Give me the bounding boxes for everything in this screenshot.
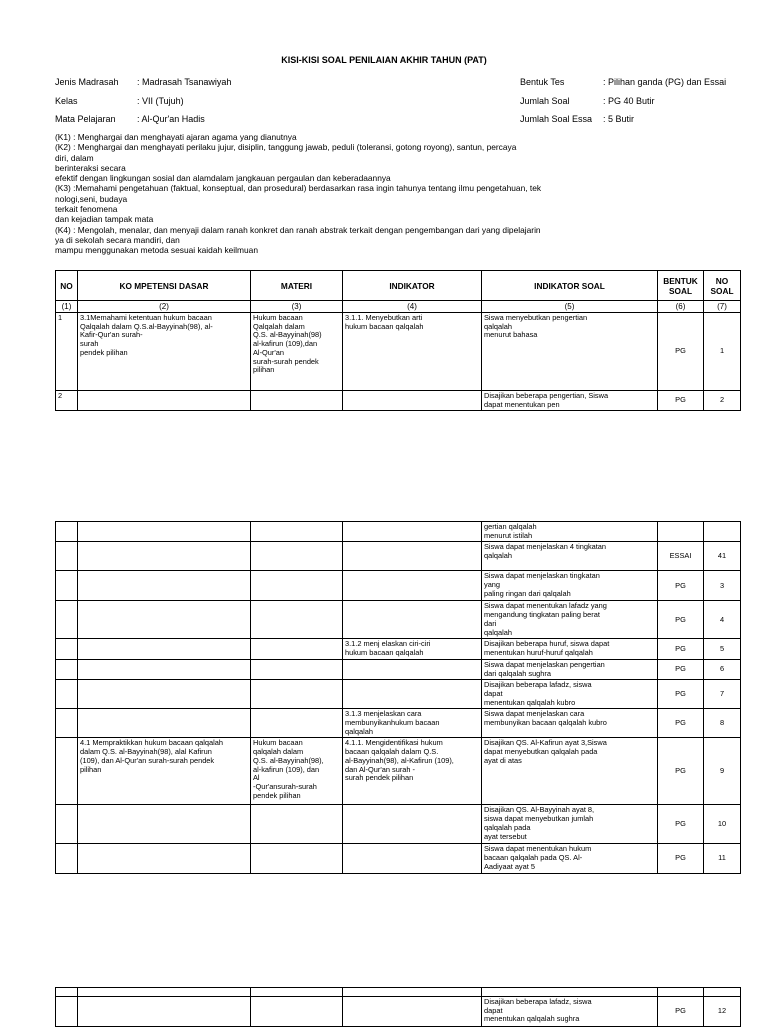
cell-line: Siswa dapat menjelaskan pengertian (484, 659, 605, 669)
cell-line: bacaan qalqalah pada QS. Al- (484, 853, 583, 863)
table-row (56, 997, 741, 1027)
cell-kompetensi-dasar (78, 659, 251, 679)
meta-value: : VII (Tujuh) (137, 96, 184, 106)
cell-line: Qalqalah dalam (253, 321, 305, 331)
cell-line: surah-surah pendek (253, 356, 319, 366)
cell-line: dapat menyebutkan qalqalah pada (484, 747, 598, 757)
cell-no-soal: 41 (704, 542, 741, 571)
cell-line: menurut istilah (484, 530, 533, 540)
cell-bentuk-soal: PG (658, 805, 704, 844)
document-title: KISI-KISI SOAL PENILAIAN AKHIR TAHUN (PAT) (281, 55, 487, 65)
cell-materi (251, 639, 343, 659)
cell-no (56, 522, 78, 542)
ki-line: mampu menggunakan metoda sesuai kaidah keilmuan (55, 245, 258, 256)
cell-indikator (343, 709, 482, 738)
column-number: (3) (251, 301, 343, 313)
cell-no (56, 659, 78, 679)
cell-no-soal: 9 (704, 738, 741, 805)
cell-indikator (343, 997, 482, 1027)
cell-line: dapat menentukan pen (484, 399, 560, 409)
cell-no-soal: 12 (704, 997, 741, 1027)
table-row (56, 738, 741, 805)
ki-line: dan kejadian tampak mata (55, 214, 154, 225)
cell-materi (251, 805, 343, 844)
cell-line: Disajikan beberapa pengertian, Siswa (484, 391, 609, 400)
cell-line: (109), dan Al-Qur'an surah-surah pendek (80, 755, 215, 765)
meta-value: : Madrasah Tsanawiyah (137, 77, 232, 87)
cell-indikator-soal (482, 601, 658, 639)
cell-kompetensi-dasar (78, 997, 251, 1027)
cell-no (56, 738, 78, 805)
ki-line: efektif dengan lingkungan sosial dan alamdalam jangkauan pergaulan dan keberadaannya (55, 173, 391, 184)
cell-indikator-soal (482, 988, 658, 997)
column-number: (1) (56, 301, 78, 313)
ki-line: ya di sekolah secara mandiri, dan (55, 234, 180, 245)
cell-indikator-soal (482, 844, 658, 873)
cell-indikator-soal (482, 542, 658, 571)
cell-materi (251, 680, 343, 709)
cell-no-soal: 6 (704, 659, 741, 679)
cell-line: Q.S. al-Bayyinah(98), (253, 755, 324, 765)
cell-line: qalqalah (484, 627, 512, 637)
cell-no (56, 542, 78, 571)
cell-line: pendek pilihan (80, 347, 128, 357)
cell-no-soal: 2 (704, 391, 741, 411)
cell-line: dan Al-Qur'an surah - (345, 764, 416, 774)
cell-indikator-soal (482, 639, 658, 659)
cell-materi (251, 988, 343, 997)
cell-no-soal: 11 (704, 844, 741, 873)
cell-line: Disajikan QS. Al-Bayyinah ayat 8, (484, 805, 595, 815)
cell-kompetensi-dasar (78, 738, 251, 805)
cell-line: Siswa dapat menjelaskan cara (484, 709, 585, 719)
cell-line: Kafir-Qur'an surah- (80, 330, 143, 340)
cell-no-soal (704, 988, 741, 997)
cell-line: surah pendek pilihan (345, 773, 414, 783)
cell-bentuk-soal: PG (658, 997, 704, 1027)
cell-indikator-soal (482, 738, 658, 805)
cell-line: Siswa dapat menjelaskan tingkatan (484, 571, 600, 581)
ki-line: berinteraksi secara (55, 162, 126, 173)
cell-line: mengandung tingkatan paling berat (484, 610, 600, 620)
header-indikator-soal: INDIKATOR SOAL (482, 271, 658, 301)
table-row (56, 988, 741, 997)
cell-indikator (343, 639, 482, 659)
cell-bentuk-soal: PG (658, 680, 704, 709)
cell-bentuk-soal: PG (658, 844, 704, 873)
column-number: (2) (78, 301, 251, 313)
cell-materi (251, 844, 343, 873)
cell-materi (251, 542, 343, 571)
cell-indikator (343, 391, 482, 411)
cell-line: Siswa menyebutkan pengertian (484, 313, 588, 322)
cell-kompetensi-dasar (78, 988, 251, 997)
cell-no-soal: 7 (704, 680, 741, 709)
cell-bentuk-soal: PG (658, 391, 704, 411)
cell-line: siswa dapat menyebutkan jumlah (484, 814, 594, 824)
cell-line: al-kafirun (109),dan (253, 339, 318, 349)
cell-bentuk-soal: PG (658, 659, 704, 679)
cell-indikator-soal (482, 313, 658, 391)
cell-no-soal: 10 (704, 805, 741, 844)
cell-line: pilihan (80, 764, 102, 774)
cell-line: menurut bahasa (484, 330, 538, 340)
cell-line: Q.S. al-Bayyinah(98) (253, 330, 322, 340)
table-row (56, 522, 741, 542)
cell-materi (251, 601, 343, 639)
cell-line: al-Bayyinah(98), al-Kafirun (109), (345, 755, 454, 765)
cell-materi (251, 659, 343, 679)
cell-kompetensi-dasar (78, 522, 251, 542)
cell-kompetensi-dasar (78, 313, 251, 391)
kompetensi-inti (55, 132, 595, 256)
ki-line: nologi,seni, budaya (55, 193, 128, 204)
meta-label: Kelas (55, 96, 78, 106)
cell-line: Al (253, 773, 260, 783)
cell-no (56, 639, 78, 659)
cell-line: ayat di atas (484, 755, 522, 765)
header-materi: MATERI (251, 271, 343, 301)
cell-line: Disajikan beberapa lafadz, siswa (484, 997, 592, 1006)
cell-kompetensi-dasar (78, 680, 251, 709)
ki-line: (K4) : Mengolah, menalar, dan menyaji dalam ranah konkret dan ranah abstrak terkait dengan pengembangan dari yang dipelajarin (55, 224, 541, 235)
cell-line: al-kafirun (109), dan (253, 764, 320, 774)
cell-indikator (343, 601, 482, 639)
cell-line: membunyikan bacaan qalqalah kubro (484, 718, 607, 728)
table-row (56, 601, 741, 639)
header-kompetensi-dasar: KO MPETENSI DASAR (78, 271, 251, 301)
cell-bentuk-soal: PG (658, 738, 704, 805)
meta-label: Jenis Madrasah (55, 77, 119, 87)
meta-value: : PG 40 Butir (603, 96, 655, 106)
cell-line: qalqalah (484, 321, 512, 331)
table-row (56, 313, 741, 391)
cell-bentuk-soal: PG (658, 571, 704, 601)
cell-indikator (343, 738, 482, 805)
cell-line: menentukan huruf-huruf qalqalah (484, 648, 593, 658)
cell-indikator (343, 542, 482, 571)
cell-materi (251, 709, 343, 738)
cell-no-soal (704, 522, 741, 542)
cell-indikator-soal (482, 805, 658, 844)
meta-label: Jumlah Soal (520, 96, 570, 106)
cell-line: 4.1.1. Mengidentifikasi hukum (345, 738, 443, 748)
cell-indikator-soal (482, 659, 658, 679)
cell-no-soal: 1 (704, 313, 741, 391)
meta-label: Mata Pelajaran (55, 114, 116, 124)
column-number: (4) (343, 301, 482, 313)
cell-bentuk-soal: PG (658, 313, 704, 391)
cell-no (56, 680, 78, 709)
cell-line: Disajikan QS. Al-Kafirun ayat 3,Siswa (484, 738, 607, 748)
ki-line: diri, dalam (55, 152, 94, 163)
cell-materi (251, 997, 343, 1027)
cell-no (56, 709, 78, 738)
meta-label: Jumlah Soal Essa (520, 114, 593, 124)
cell-kompetensi-dasar (78, 571, 251, 601)
table-row (56, 844, 741, 873)
cell-indikator (343, 805, 482, 844)
kisi-table-page1 (55, 270, 741, 411)
kisi-table-page2 (55, 521, 741, 874)
header-no: NO (56, 271, 78, 301)
cell-no-soal: 3 (704, 571, 741, 601)
cell-line: Siswa dapat menentukan hukum (484, 844, 592, 854)
kisi-table-page3 (55, 987, 741, 1027)
cell-bentuk-soal (658, 988, 704, 997)
table-row (56, 571, 741, 601)
cell-line: 3.1Memahami ketentuan hukum bacaan (80, 313, 212, 322)
cell-line: Aadiyaat ayat 5 (484, 861, 535, 871)
cell-no (56, 997, 78, 1027)
cell-no-soal: 4 (704, 601, 741, 639)
cell-line: paling ringan dari qalqalah (484, 588, 571, 598)
cell-line: pendek pilihan (253, 790, 301, 800)
cell-line: menentukan qalqalah sughra (484, 1014, 580, 1024)
cell-line: Hukum bacaan (253, 738, 303, 748)
cell-line: Al-Qur'an (253, 347, 284, 357)
cell-line: 4.1 Mempraktikkan hukum bacaan qalqalah (80, 738, 223, 748)
table-row (56, 709, 741, 738)
header-no-soal: NO SOAL (704, 271, 741, 301)
cell-line: qalqalah (484, 551, 512, 561)
table-row (56, 659, 741, 679)
cell-materi (251, 522, 343, 542)
cell-line: Hukum bacaan (253, 313, 303, 322)
cell-line: yang (484, 580, 501, 590)
cell-line: dari qalqalah sughra (484, 668, 551, 678)
cell-line: dalam Q.S. al-Bayyinah(98), alal Kafirun (80, 747, 212, 757)
cell-line: bacaan qalqalah dalam Q.S. (345, 747, 439, 757)
table-row (56, 391, 741, 411)
cell-indikator-soal (482, 709, 658, 738)
cell-line: Siswa dapat menjelaskan 4 tingkatan (484, 542, 607, 552)
cell-line: membunyikanhukum bacaan (345, 718, 440, 728)
cell-kompetensi-dasar (78, 542, 251, 571)
cell-line: qalqalah (345, 726, 373, 736)
ki-line: terkait fenomena (55, 204, 118, 215)
column-number: (6) (658, 301, 704, 313)
cell-materi (251, 738, 343, 805)
cell-bentuk-soal: PG (658, 709, 704, 738)
cell-line: qalqalah dalam (253, 747, 304, 757)
cell-no (56, 601, 78, 639)
cell-line: hukum bacaan qalqalah (345, 321, 424, 331)
cell-kompetensi-dasar (78, 844, 251, 873)
cell-kompetensi-dasar (78, 391, 251, 411)
header-indikator: INDIKATOR (343, 271, 482, 301)
table-row (56, 542, 741, 571)
cell-indikator (343, 571, 482, 601)
cell-indikator (343, 988, 482, 997)
cell-kompetensi-dasar (78, 709, 251, 738)
column-number: (5) (482, 301, 658, 313)
meta-value: : Pilihan ganda (PG) dan Essai (603, 77, 727, 87)
cell-indikator-soal (482, 571, 658, 601)
cell-line: -Qur'ansurah-surah (253, 781, 317, 791)
meta-label: Bentuk Tes (520, 77, 565, 87)
cell-line: Disajikan beberapa huruf, siswa dapat (484, 639, 610, 649)
cell-indikator (343, 313, 482, 391)
cell-line: surah (80, 339, 99, 349)
cell-kompetensi-dasar (78, 805, 251, 844)
cell-no (56, 844, 78, 873)
cell-no (56, 571, 78, 601)
cell-bentuk-soal (658, 522, 704, 542)
cell-bentuk-soal: ESSAI (658, 542, 704, 571)
cell-line: dapat (484, 1005, 503, 1015)
cell-indikator-soal (482, 997, 658, 1027)
cell-indikator (343, 659, 482, 679)
cell-no (56, 805, 78, 844)
table-row (56, 680, 741, 709)
cell-line: Siswa dapat menentukan lafadz yang (484, 601, 607, 611)
meta-value: : 5 Butir (603, 114, 635, 124)
cell-line: hukum bacaan qalqalah (345, 648, 424, 658)
table-row (56, 639, 741, 659)
cell-materi (251, 313, 343, 391)
cell-line: 3.1.3 menjelaskan cara (345, 709, 422, 719)
cell-line: gertian qalqalah (484, 522, 537, 531)
cell-bentuk-soal: PG (658, 639, 704, 659)
cell-line: qalqalah pada (484, 822, 531, 832)
cell-no: 1 (56, 313, 78, 391)
cell-line: pilihan (253, 365, 275, 375)
cell-line: 3.1.2 menj elaskan ciri-ciri (345, 639, 431, 649)
cell-indikator (343, 522, 482, 542)
cell-no (56, 988, 78, 997)
cell-line: Qalqalah dalam Q.S.al-Bayyinah(98), al- (80, 321, 213, 331)
cell-indikator-soal (482, 680, 658, 709)
cell-no-soal: 5 (704, 639, 741, 659)
ki-line: (K2) : Menghargai dan menghayati perilaku jujur, disiplin, tanggung jawab, peduli (toleransi, gotong royong), santun, percaya (55, 142, 517, 153)
cell-kompetensi-dasar (78, 601, 251, 639)
ki-line: (K3) :Memahami pengetahuan (faktual, konseptual, dan prosedural) berdasarkan rasa ingin tahunya tentang ilmu pengetahuan, tek (55, 183, 542, 194)
cell-bentuk-soal: PG (658, 601, 704, 639)
cell-indikator (343, 680, 482, 709)
ki-line: (K1) : Menghargai dan menghayati ajaran agama yang dianutnya (55, 132, 297, 142)
cell-indikator-soal (482, 522, 658, 542)
column-number: (7) (704, 301, 741, 313)
cell-line: 3.1.1. Menyebutkan arti (345, 313, 423, 322)
cell-kompetensi-dasar (78, 639, 251, 659)
cell-no: 2 (56, 391, 78, 411)
cell-indikator-soal (482, 391, 658, 411)
cell-materi (251, 571, 343, 601)
header-bentuk-soal: BENTUK SOAL (658, 271, 704, 301)
cell-line: menentukan qalqalah kubro (484, 697, 576, 707)
meta-value: : Al-Qur'an Hadis (137, 114, 205, 124)
cell-no-soal: 8 (704, 709, 741, 738)
table-row (56, 805, 741, 844)
cell-line: dari (484, 618, 497, 628)
cell-line: dapat (484, 688, 503, 698)
cell-materi (251, 391, 343, 411)
cell-indikator (343, 844, 482, 873)
cell-line: ayat tersebut (484, 831, 527, 841)
cell-line: Disajikan beberapa lafadz, siswa (484, 680, 592, 690)
